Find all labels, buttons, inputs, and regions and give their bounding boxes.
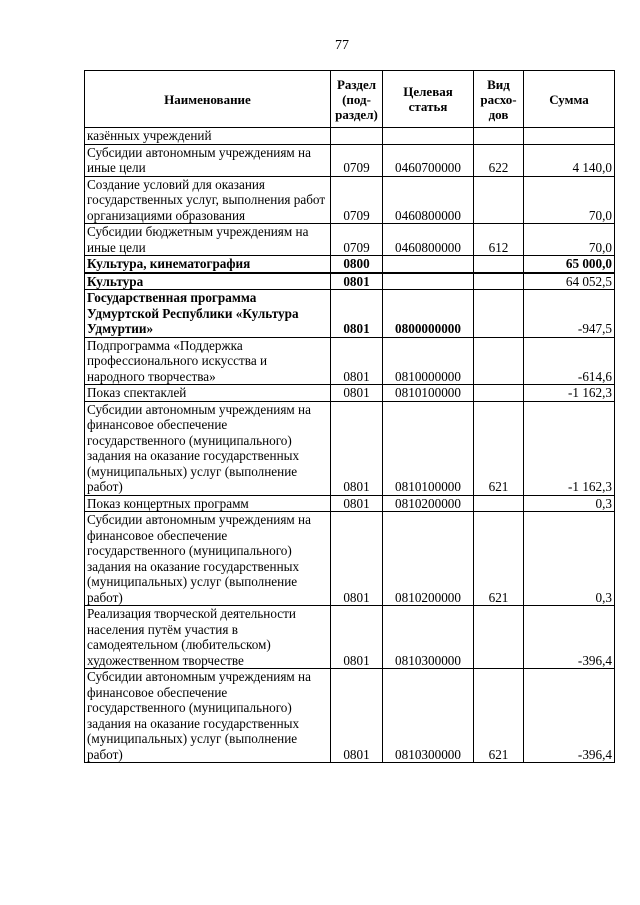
cell-sum: 70,0 xyxy=(524,224,615,256)
cell-section: 0801 xyxy=(331,669,383,763)
cell-kind: 621 xyxy=(474,669,524,763)
cell-article xyxy=(383,256,474,273)
cell-sum: -396,4 xyxy=(524,606,615,669)
cell-kind xyxy=(474,128,524,145)
cell-kind xyxy=(474,256,524,273)
cell-article: 0460700000 xyxy=(383,144,474,176)
cell-sum: 0,3 xyxy=(524,512,615,606)
cell-name: Субсидии автономным учреждениям на финансовое обеспечение государственного (муниципального) задания на оказание государственных (муниципальных) услуг (выполнение работ) xyxy=(85,512,331,606)
cell-kind xyxy=(474,176,524,224)
cell-sum: 4 140,0 xyxy=(524,144,615,176)
page-number: 77 xyxy=(335,38,349,53)
header-section: Раздел (под-раздел) xyxy=(331,71,383,128)
cell-kind xyxy=(474,495,524,512)
cell-sum: 65 000,0 xyxy=(524,256,615,273)
table-row xyxy=(85,669,615,763)
cell-article: 0810000000 xyxy=(383,337,474,385)
header-kind: Вид расхо-дов xyxy=(474,71,524,128)
cell-article xyxy=(383,128,474,145)
cell-kind xyxy=(474,290,524,338)
cell-sum: 64 052,5 xyxy=(524,273,615,290)
header-name: Наименование xyxy=(85,71,331,128)
cell-name: Показ спектаклей xyxy=(85,385,331,402)
cell-article: 0460800000 xyxy=(383,176,474,224)
cell-section: 0709 xyxy=(331,176,383,224)
cell-section: 0801 xyxy=(331,290,383,338)
cell-name: Субсидии автономным учреждениям на финансовое обеспечение государственного (муниципального) задания на оказание государственных (муниципальных) услуг (выполнение работ) xyxy=(85,669,331,763)
cell-sum: 0,3 xyxy=(524,495,615,512)
table-row xyxy=(85,128,615,145)
cell-sum: -396,4 xyxy=(524,669,615,763)
cell-section: 0801 xyxy=(331,512,383,606)
header-article: Целевая статья xyxy=(383,71,474,128)
cell-article: 0810300000 xyxy=(383,606,474,669)
table-row xyxy=(85,224,615,256)
cell-article: 0810200000 xyxy=(383,512,474,606)
cell-sum: -1 162,3 xyxy=(524,385,615,402)
cell-sum xyxy=(524,128,615,145)
table-row xyxy=(85,290,615,338)
cell-article: 0460800000 xyxy=(383,224,474,256)
table-row xyxy=(85,176,615,224)
cell-name: Субсидии автономным учреждениям на иные цели xyxy=(85,144,331,176)
cell-section: 0801 xyxy=(331,606,383,669)
cell-name: Реализация творческой деятельности населения путём участия в самодеятельном (любительском) художественном творчестве xyxy=(85,606,331,669)
cell-section: 0801 xyxy=(331,385,383,402)
cell-kind: 612 xyxy=(474,224,524,256)
cell-kind xyxy=(474,337,524,385)
cell-section xyxy=(331,128,383,145)
cell-kind: 621 xyxy=(474,401,524,495)
cell-name: казённых учреждений xyxy=(85,128,331,145)
cell-name: Подпрограмма «Поддержка профессионального искусства и народного творчества» xyxy=(85,337,331,385)
table-row xyxy=(85,256,615,273)
table-header-row xyxy=(85,71,615,128)
table-row xyxy=(85,401,615,495)
budget-table xyxy=(84,70,615,763)
cell-kind xyxy=(474,606,524,669)
cell-article: 0810100000 xyxy=(383,401,474,495)
cell-kind: 622 xyxy=(474,144,524,176)
table-row xyxy=(85,495,615,512)
cell-sum: 70,0 xyxy=(524,176,615,224)
cell-section: 0800 xyxy=(331,256,383,273)
cell-name: Показ концертных программ xyxy=(85,495,331,512)
cell-article: 0810300000 xyxy=(383,669,474,763)
cell-section: 0709 xyxy=(331,224,383,256)
table-row xyxy=(85,144,615,176)
table-row xyxy=(85,512,615,606)
cell-name: Создание условий для оказания государственных услуг, выполнения работ организациями образования xyxy=(85,176,331,224)
cell-section: 0801 xyxy=(331,495,383,512)
table-row xyxy=(85,337,615,385)
cell-section: 0801 xyxy=(331,337,383,385)
cell-sum: -614,6 xyxy=(524,337,615,385)
cell-article xyxy=(383,273,474,290)
table-row xyxy=(85,606,615,669)
header-sum: Сумма xyxy=(524,71,615,128)
table-body xyxy=(85,128,615,763)
cell-article: 0800000000 xyxy=(383,290,474,338)
cell-name: Государственная программа Удмуртской Республики «Культура Удмуртии» xyxy=(85,290,331,338)
cell-name: Субсидии автономным учреждениям на финансовое обеспечение государственного (муниципального) задания на оказание государственных (муниципальных) услуг (выполнение работ) xyxy=(85,401,331,495)
cell-kind xyxy=(474,385,524,402)
table-row xyxy=(85,273,615,290)
cell-section: 0801 xyxy=(331,273,383,290)
cell-article: 0810100000 xyxy=(383,385,474,402)
cell-kind: 621 xyxy=(474,512,524,606)
cell-name: Культура, кинематография xyxy=(85,256,331,273)
cell-section: 0801 xyxy=(331,401,383,495)
cell-article: 0810200000 xyxy=(383,495,474,512)
cell-sum: -947,5 xyxy=(524,290,615,338)
table-row xyxy=(85,385,615,402)
cell-sum: -1 162,3 xyxy=(524,401,615,495)
cell-name: Культура xyxy=(85,273,331,290)
cell-name: Субсидии бюджетным учреждениям на иные цели xyxy=(85,224,331,256)
cell-section: 0709 xyxy=(331,144,383,176)
cell-kind xyxy=(474,273,524,290)
